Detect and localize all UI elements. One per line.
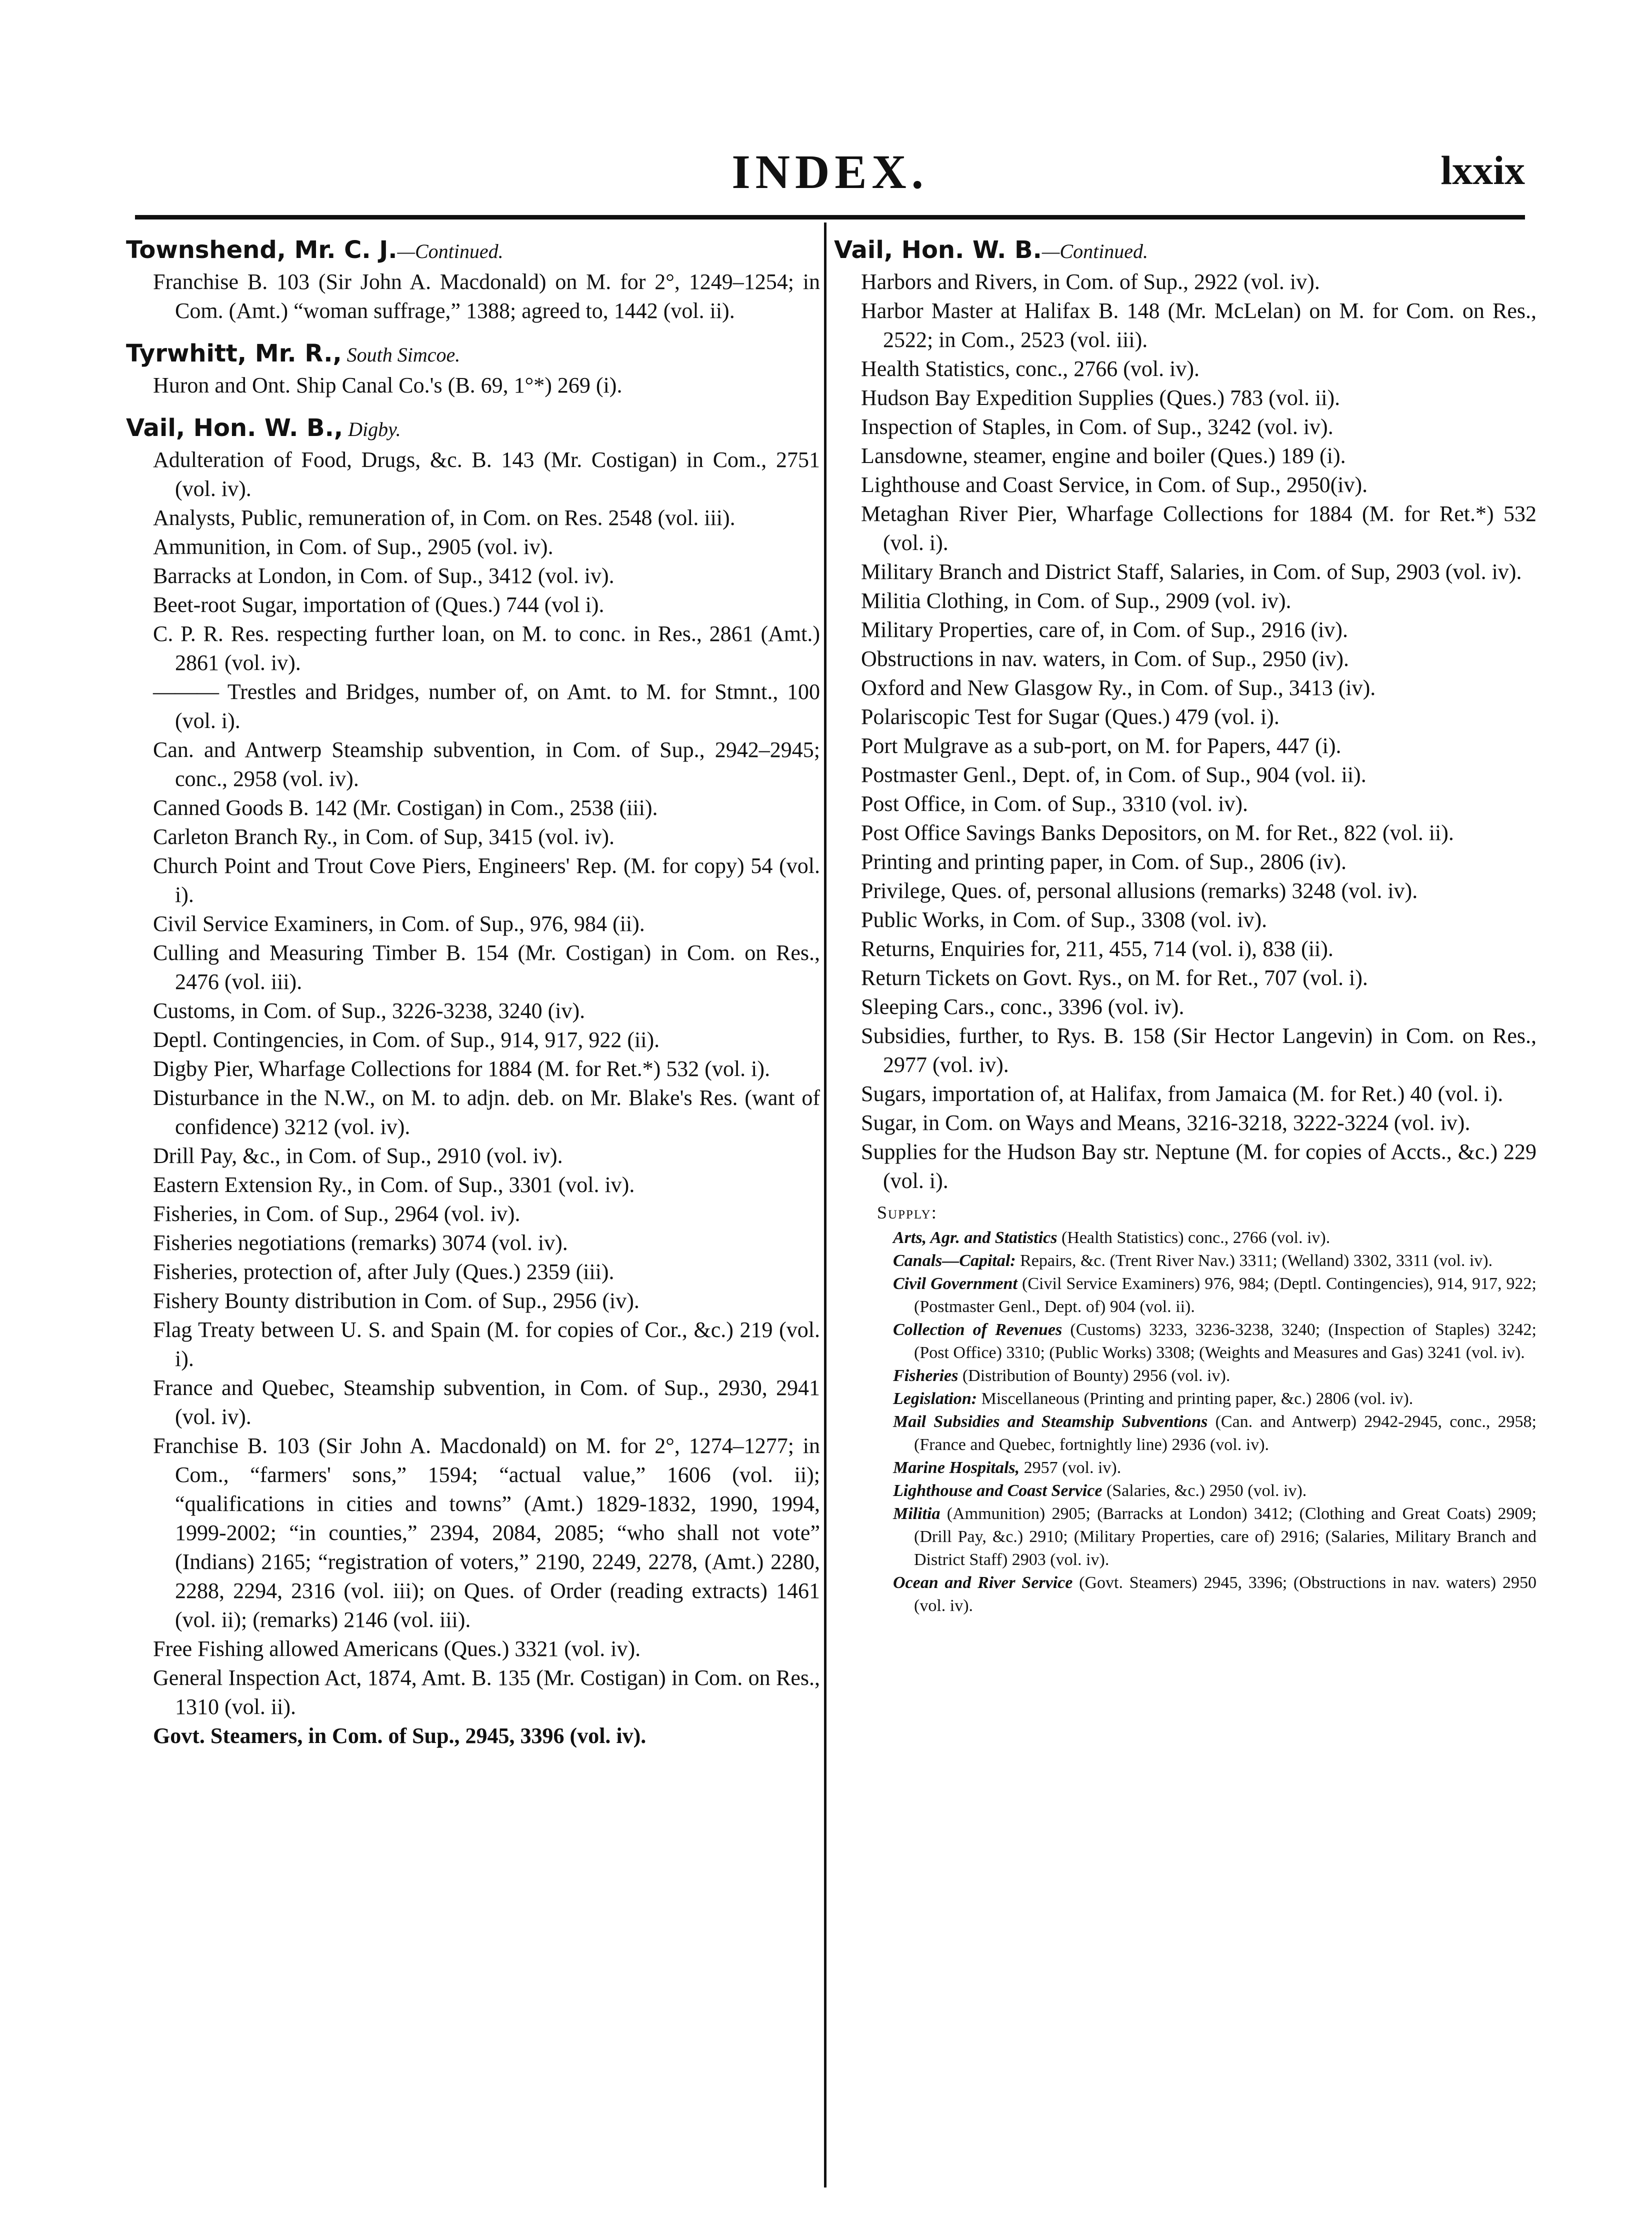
supply-text: (Customs) 3233, 3236-3238, 3240; (Inspection of Staples) 3242; (Post Office) 3310; (Public Works) 3308; (Weights and Measures and Gas) 3241 (vol. iv).: [914, 1320, 1536, 1362]
index-entry: France and Quebec, Steamship subvention, in Com. of Sup., 2930, 2941 (vol. iv).: [153, 1376, 820, 1429]
supply-category: Fisheries: [893, 1366, 958, 1385]
person-subtitle: —Continued.: [1042, 240, 1148, 262]
supply-text: (Distribution of Bounty) 2956 (vol. iv).: [958, 1366, 1230, 1385]
supply-entry: [834, 1364, 1536, 1388]
index-entry: Sleeping Cars., conc., 3396 (vol. iv).: [861, 994, 1184, 1019]
supply-entry: [834, 1318, 1536, 1364]
index-entry: Return Tickets on Govt. Rys., on M. for Ret., 707 (vol. i).: [861, 966, 1368, 990]
person-subtitle: —Continued.: [397, 240, 504, 262]
index-entry: Subsidies, further, to Rys. B. 158 (Sir Hector Langevin) in Com. on Res., 2977 (vol. iv).: [861, 1024, 1536, 1077]
supply-text: (Salaries, &c.) 2950 (vol. iv).: [1102, 1482, 1307, 1500]
page-number: lxxix: [1440, 148, 1525, 193]
index-entry: Privilege, Ques. of, personal allusions (remarks) 3248 (vol. iv).: [861, 878, 1418, 903]
person-subtitle: South Simcoe.: [342, 344, 460, 366]
supply-text: (Health Statistics) conc., 2766 (vol. iv).: [1057, 1228, 1330, 1247]
column-divider: [824, 222, 826, 2188]
index-entry: Returns, Enquiries for, 211, 455, 714 (vol. i), 838 (ii).: [861, 936, 1334, 961]
supply-entry: [834, 1410, 1536, 1456]
index-entry: Inspection of Staples, in Com. of Sup., 3242 (vol. iv).: [861, 414, 1334, 439]
index-entry: Obstructions in nav. waters, in Com. of Sup., 2950 (iv).: [861, 646, 1350, 671]
supply-text: (Civil Service Examiners) 976, 984; (Deptl. Contingencies), 914, 917, 922; (Postmaster Genl., Dept. of) 904 (vol. ii).: [914, 1274, 1536, 1316]
supply-text: 2957 (vol. iv).: [1020, 1458, 1122, 1477]
index-entry: Church Point and Trout Cove Piers, Engineers' Rep. (M. for copy) 54 (vol. i).: [153, 854, 820, 907]
index-entry: Disturbance in the N.W., on M. to adjn. deb. on Mr. Blake's Res. (want of confidence) 3212 (vol. iv).: [153, 1086, 820, 1139]
supply-heading: Supply:: [877, 1202, 938, 1222]
supply-category: Mail Subsidies and Steamship Subventions: [893, 1412, 1208, 1431]
supply-category: Canals—Capital:: [893, 1252, 1016, 1270]
index-entry: Huron and Ont. Ship Canal Co.'s (B. 69, 1°*) 269 (i).: [153, 373, 622, 398]
index-entry: Lansdowne, steamer, engine and boiler (Ques.) 189 (i).: [861, 444, 1346, 468]
index-entry: Analysts, Public, remuneration of, in Com. on Res. 2548 (vol. iii).: [153, 506, 736, 530]
index-entry: Post Office, in Com. of Sup., 3310 (vol. iv).: [861, 792, 1248, 816]
supply-entry: [834, 1226, 1536, 1250]
index-entry: Hudson Bay Expedition Supplies (Ques.) 783 (vol. ii).: [861, 386, 1340, 410]
supply-category: Collection of Revenues: [893, 1320, 1062, 1339]
supply-entry: [834, 1272, 1536, 1318]
index-entry: Digby Pier, Wharfage Collections for 1884 (M. for Ret.*) 532 (vol. i).: [153, 1056, 770, 1081]
index-entry: Canned Goods B. 142 (Mr. Costigan) in Com., 2538 (iii).: [153, 796, 658, 820]
entry-list: [834, 268, 1536, 1196]
index-entry: Flag Treaty between U. S. and Spain (M. for copies of Cor., &c.) 219 (vol. i).: [153, 1318, 820, 1371]
supply-category: Marine Hospitals,: [893, 1458, 1020, 1477]
index-entry: Military Properties, care of, in Com. of Sup., 2916 (iv).: [861, 618, 1348, 642]
person-name: Townshend, Mr. C. J.: [126, 236, 398, 264]
person-heading: [126, 234, 820, 268]
index-entry: Deptl. Contingencies, in Com. of Sup., 914, 917, 922 (ii).: [153, 1028, 660, 1052]
right-column: [834, 234, 1536, 1618]
index-entry: Eastern Extension Ry., in Com. of Sup., 3301 (vol. iv).: [153, 1172, 635, 1197]
index-entry: Fisheries, in Com. of Sup., 2964 (vol. iv).: [153, 1202, 520, 1226]
page-header: [135, 135, 1525, 210]
person-heading: [126, 338, 820, 371]
supply-category: Lighthouse and Coast Service: [893, 1482, 1102, 1500]
person-block: [126, 412, 820, 1750]
supply-entry: [834, 1480, 1536, 1502]
supply-entry: [834, 1388, 1536, 1410]
person-name: Vail, Hon. W. B.: [834, 236, 1042, 264]
index-entry: Printing and printing paper, in Com. of Sup., 2806 (iv).: [861, 850, 1347, 874]
index-entry: Franchise B. 103 (Sir John A. Macdonald) on M. for 2°, 1249–1254; in Com. (Amt.) “woman suffrage,” 1388; agreed to, 1442 (vol. ii).: [153, 270, 820, 323]
index-entry: Health Statistics, conc., 2766 (vol. iv).: [861, 356, 1200, 381]
supply-entry: [834, 1502, 1536, 1572]
index-entry: Postmaster Genl., Dept. of, in Com. of Sup., 904 (vol. ii).: [861, 762, 1366, 787]
index-entry: Can. and Antwerp Steamship subvention, in Com. of Sup., 2942–2945; conc., 2958 (vol. iv).: [153, 738, 820, 791]
supply-list: [834, 1226, 1536, 1618]
supply-entry: [834, 1250, 1536, 1272]
supply-entry: [834, 1456, 1536, 1480]
index-entry: Adulteration of Food, Drugs, &c. B. 143 (Mr. Costigan) in Com., 2751 (vol. iv).: [153, 448, 820, 501]
index-entry: Ammunition, in Com. of Sup., 2905 (vol. iv).: [153, 534, 554, 559]
index-entry: Militia Clothing, in Com. of Sup., 2909 (vol. iv).: [861, 588, 1292, 613]
supply-text: Miscellaneous (Printing and printing paper, &c.) 2806 (vol. iv).: [977, 1390, 1414, 1408]
supply-text: (Govt. Steamers) 2945, 3396; (Obstructions in nav. waters) 2950 (vol. iv).: [914, 1574, 1536, 1615]
supply-text: (Can. and Antwerp) 2942-2945, conc., 2958; (France and Quebec, fortnightly line) 2936 (vol. iv).: [914, 1412, 1536, 1454]
person-heading: [126, 412, 820, 446]
index-entry: Beet-root Sugar, importation of (Ques.) 744 (vol i).: [153, 592, 604, 617]
person-subtitle: Digby.: [343, 418, 401, 440]
supply-text: (Ammunition) 2905; (Barracks at London) 3412; (Clothing and Great Coats) 2909; (Drill Pay, &c.) 2910; (Military Properties, care of) 2916; (Salaries, Military Branch and District Staff) 2903 (vol. iv).: [914, 1504, 1536, 1569]
index-entry: Oxford and New Glasgow Ry., in Com. of Sup., 3413 (iv).: [861, 676, 1376, 700]
supply-category: Civil Government: [893, 1274, 1018, 1293]
index-entry: Harbor Master at Halifax B. 148 (Mr. McLelan) on M. for Com. on Res., 2522; in Com., 2523 (vol. iii).: [861, 298, 1536, 352]
index-entry: Military Branch and District Staff, Salaries, in Com. of Sup, 2903 (vol. iv).: [861, 560, 1522, 584]
index-entry: Fisheries negotiations (remarks) 3074 (vol. iv).: [153, 1230, 568, 1255]
index-entry: Port Mulgrave as a sub-port, on M. for Papers, 447 (i).: [861, 734, 1342, 758]
supply-category: Arts, Agr. and Statistics: [893, 1228, 1058, 1247]
index-entry: Civil Service Examiners, in Com. of Sup., 976, 984 (ii).: [153, 912, 645, 936]
index-entry: General Inspection Act, 1874, Amt. B. 135 (Mr. Costigan) in Com. on Res., 1310 (vol. ii).: [153, 1666, 820, 1719]
index-entry: Customs, in Com. of Sup., 3226-3238, 3240 (iv).: [153, 998, 586, 1023]
index-entry: Metaghan River Pier, Wharfage Collections for 1884 (M. for Ret.*) 532 (vol. i).: [861, 502, 1536, 555]
index-entry: Sugars, importation of, at Halifax, from Jamaica (M. for Ret.) 40 (vol. i).: [861, 1082, 1504, 1106]
supply-category: Legislation:: [893, 1390, 978, 1408]
supply-category: Militia: [893, 1504, 940, 1523]
person-block: [126, 234, 820, 326]
person-heading: [834, 234, 1536, 268]
index-entry: Franchise B. 103 (Sir John A. Macdonald) on M. for 2°, 1274–1277; in Com., “farmers' sons,” 1594; “actual value,” 1606 (vol. ii); “qualifications in cities and towns” (Amt.) 1829-1832, 1990, 1994, 1999-2002; “in counties,” 2394, 2084, 2085; “who shall not vote” (Indians) 2165; “registration of voters,” 2190, 2249, 2278, (Amt.) 2280, 2288, 2294, 2316 (vol. iii); on Ques. of Order (reading extracts) 1461 (vol. ii); (remarks) 2146 (vol. iii).: [153, 1434, 820, 1632]
index-entry: Supplies for the Hudson Bay str. Neptune (M. for copies of Accts., &c.) 229 (vol. i).: [861, 1140, 1536, 1193]
index-entry: Sugar, in Com. on Ways and Means, 3216-3218, 3222-3224 (vol. iv).: [861, 1110, 1470, 1135]
index-entry: Fishery Bounty distribution in Com. of Sup., 2956 (iv).: [153, 1288, 640, 1313]
person-block: [126, 338, 820, 400]
header-rule: [135, 215, 1525, 220]
person-name: Tyrwhitt, Mr. R.,: [126, 340, 342, 368]
person-name: Vail, Hon. W. B.,: [126, 414, 344, 442]
page-title: INDEX.: [732, 145, 928, 198]
index-entry: Free Fishing allowed Americans (Ques.) 3321 (vol. iv).: [153, 1636, 641, 1661]
index-entry: Public Works, in Com. of Sup., 3308 (vol. iv).: [861, 908, 1268, 932]
supply-category: Ocean and River Service: [893, 1574, 1073, 1592]
index-entry: C. P. R. Res. respecting further loan, on M. to conc. in Res., 2861 (Amt.) 2861 (vol. iv).: [153, 622, 820, 675]
index-entry: Drill Pay, &c., in Com. of Sup., 2910 (vol. iv).: [153, 1144, 563, 1168]
index-entry: Barracks at London, in Com. of Sup., 3412 (vol. iv).: [153, 564, 614, 588]
supply-text: Repairs, &c. (Trent River Nav.) 3311; (Welland) 3302, 3311 (vol. iv).: [1016, 1252, 1493, 1270]
left-column: [126, 234, 820, 1750]
index-entry: Fisheries, protection of, after July (Ques.) 2359 (iii).: [153, 1260, 614, 1284]
index-entry: Post Office Savings Banks Depositors, on M. for Ret., 822 (vol. ii).: [861, 820, 1454, 845]
index-entry: Polariscopic Test for Sugar (Ques.) 479 (vol. i).: [861, 704, 1280, 729]
index-entry: Lighthouse and Coast Service, in Com. of Sup., 2950(iv).: [861, 472, 1368, 497]
index-entry: Harbors and Rivers, in Com. of Sup., 2922 (vol. iv).: [861, 270, 1320, 294]
index-entry: Carleton Branch Ry., in Com. of Sup, 3415 (vol. iv).: [153, 824, 614, 849]
supply-entry: [834, 1572, 1536, 1618]
index-entry: Culling and Measuring Timber B. 154 (Mr. Costigan) in Com. on Res., 2476 (vol. iii).: [153, 940, 820, 994]
index-entry: Govt. Steamers, in Com. of Sup., 2945, 3396 (vol. iv).: [153, 1724, 646, 1748]
index-entry: ——— Trestles and Bridges, number of, on Amt. to M. for Stmnt., 100 (vol. i).: [153, 680, 820, 733]
